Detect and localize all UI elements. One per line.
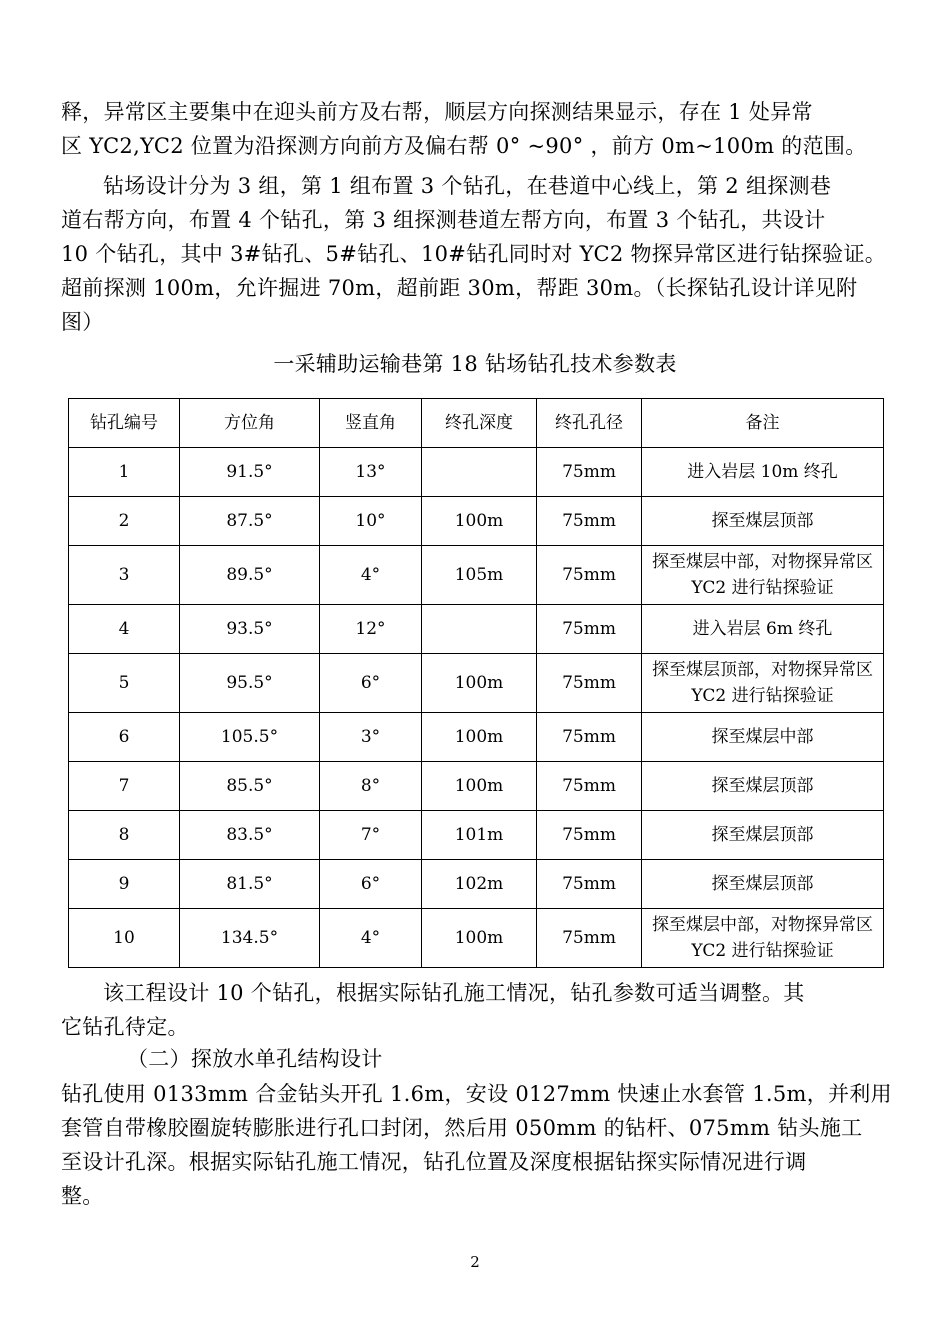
cell-final-diameter: 75mm xyxy=(537,654,642,713)
cell-final-diameter: 75mm xyxy=(537,448,642,497)
text-line: 钻孔使用 0133mm 合金钻头开孔 1.6m，安设 0127mm 快速止水套管 1.5m，并利用 xyxy=(61,1082,892,1106)
text-line: 区 YC2,YC2 位置为沿探测方向前方及偏右帮 0° ~90° ，前方 0m~100m 的范围。 xyxy=(61,134,867,158)
table-row xyxy=(69,762,884,811)
table-header-row xyxy=(69,399,884,448)
cell-hole-number: 2 xyxy=(69,497,180,546)
cell-remarks: 探至煤层中部 xyxy=(642,713,884,762)
cell-azimuth: 81.5° xyxy=(180,860,320,909)
cell-vertical-angle: 7° xyxy=(320,811,422,860)
cell-remarks: 探至煤层顶部 xyxy=(642,860,884,909)
cell-hole-number: 10 xyxy=(69,909,180,968)
table-row xyxy=(69,811,884,860)
cell-hole-number: 7 xyxy=(69,762,180,811)
table-row xyxy=(69,605,884,654)
cell-final-depth: 105m xyxy=(422,546,537,605)
cell-azimuth: 95.5° xyxy=(180,654,320,713)
table-row xyxy=(69,713,884,762)
cell-final-depth: 100m xyxy=(422,497,537,546)
cell-final-depth: 101m xyxy=(422,811,537,860)
cell-final-depth: 102m xyxy=(422,860,537,909)
cell-hole-number: 8 xyxy=(69,811,180,860)
header-final-depth: 终孔深度 xyxy=(422,399,537,448)
paragraph-drill-site-design xyxy=(61,169,921,339)
cell-hole-number: 1 xyxy=(69,448,180,497)
cell-vertical-angle: 6° xyxy=(320,860,422,909)
section-heading xyxy=(61,1042,950,1076)
cell-final-diameter: 75mm xyxy=(537,909,642,968)
text-line: 释，异常区主要集中在迎头前方及右帮，顺层方向探测结果显示，存在 1 处异常 xyxy=(61,100,813,124)
cell-final-diameter: 75mm xyxy=(537,546,642,605)
cell-azimuth: 89.5° xyxy=(180,546,320,605)
cell-final-diameter: 75mm xyxy=(537,497,642,546)
cell-final-diameter: 75mm xyxy=(537,762,642,811)
cell-final-depth xyxy=(422,448,537,497)
text-line: 整。 xyxy=(61,1184,104,1208)
drill-parameters-table xyxy=(68,398,884,968)
cell-azimuth: 134.5° xyxy=(180,909,320,968)
text-line: 它钻孔待定。 xyxy=(61,1015,189,1039)
cell-vertical-angle: 8° xyxy=(320,762,422,811)
section-heading-text: （二）探放水单孔结构设计 xyxy=(127,1047,383,1071)
cell-azimuth: 105.5° xyxy=(180,713,320,762)
text-line: 道右帮方向，布置 4 个钻孔，第 3 组探测巷道左帮方向，布置 3 个钻孔，共设计 xyxy=(61,208,826,232)
cell-remarks: 探至煤层顶部 xyxy=(642,497,884,546)
cell-remarks: 进入岩层 10m 终孔 xyxy=(642,448,884,497)
text-line: 该工程设计 10 个钻孔，根据实际钻孔施工情况，钻孔参数可适当调整。其 xyxy=(103,981,805,1005)
cell-azimuth: 83.5° xyxy=(180,811,320,860)
cell-azimuth: 85.5° xyxy=(180,762,320,811)
paragraph-hole-structure xyxy=(61,1077,921,1213)
text-line: 10 个钻孔，其中 3#钻孔、5#钻孔、10#钻孔同时对 YC2 物探异常区进行钻探验证。 xyxy=(61,242,887,266)
header-remarks: 备注 xyxy=(642,399,884,448)
cell-vertical-angle: 3° xyxy=(320,713,422,762)
header-hole-number: 钻孔编号 xyxy=(69,399,180,448)
cell-remarks: 探至煤层顶部 xyxy=(642,762,884,811)
cell-final-depth: 100m xyxy=(422,654,537,713)
cell-final-diameter: 75mm xyxy=(537,860,642,909)
cell-azimuth: 93.5° xyxy=(180,605,320,654)
text-line: 套管自带橡胶圈旋转膨胀进行孔口封闭，然后用 050mm 的钻杆、075mm 钻头施工 xyxy=(61,1116,863,1140)
page-number: 2 xyxy=(470,1253,480,1271)
cell-hole-number: 9 xyxy=(69,860,180,909)
cell-vertical-angle: 6° xyxy=(320,654,422,713)
table-row xyxy=(69,860,884,909)
table-row xyxy=(69,654,884,713)
cell-vertical-angle: 4° xyxy=(320,546,422,605)
table-row xyxy=(69,546,884,605)
cell-final-diameter: 75mm xyxy=(537,713,642,762)
cell-hole-number: 4 xyxy=(69,605,180,654)
cell-remarks: 探至煤层中部，对物探异常区 YC2 进行钻探验证 xyxy=(642,909,884,968)
cell-remarks: 探至煤层顶部 xyxy=(642,811,884,860)
cell-final-depth: 100m xyxy=(422,762,537,811)
paragraph-anomaly-description xyxy=(61,95,921,163)
header-final-diameter: 终孔孔径 xyxy=(537,399,642,448)
cell-remarks: 进入岩层 6m 终孔 xyxy=(642,605,884,654)
cell-remarks: 探至煤层顶部，对物探异常区 YC2 进行钻探验证 xyxy=(642,654,884,713)
table-row xyxy=(69,497,884,546)
cell-vertical-angle: 10° xyxy=(320,497,422,546)
cell-hole-number: 5 xyxy=(69,654,180,713)
cell-vertical-angle: 12° xyxy=(320,605,422,654)
table-title: 一采辅助运输巷第 18 钻场钻孔技术参数表 xyxy=(273,352,677,376)
table-row xyxy=(69,909,884,968)
cell-hole-number: 3 xyxy=(69,546,180,605)
text-line: 至设计孔深。根据实际钻孔施工情况，钻孔位置及深度根据钻探实际情况进行调 xyxy=(61,1150,807,1174)
cell-remarks: 探至煤层中部，对物探异常区 YC2 进行钻探验证 xyxy=(642,546,884,605)
text-line: 钻场设计分为 3 组，第 1 组布置 3 个钻孔，在巷道中心线上，第 2 组探测巷 xyxy=(103,174,832,198)
cell-final-depth: 100m xyxy=(422,909,537,968)
cell-vertical-angle: 4° xyxy=(320,909,422,968)
cell-final-diameter: 75mm xyxy=(537,811,642,860)
table-row xyxy=(69,448,884,497)
cell-azimuth: 91.5° xyxy=(180,448,320,497)
cell-final-diameter: 75mm xyxy=(537,605,642,654)
header-vertical-angle: 竖直角 xyxy=(320,399,422,448)
cell-azimuth: 87.5° xyxy=(180,497,320,546)
header-azimuth: 方位角 xyxy=(180,399,320,448)
paragraph-adjustment-note xyxy=(61,976,921,1044)
cell-hole-number: 6 xyxy=(69,713,180,762)
text-line: 图） xyxy=(61,310,104,334)
text-line: 超前探测 100m，允许掘进 70m，超前距 30m，帮距 30m。（长探钻孔设计详见附 xyxy=(61,276,858,300)
cell-final-depth xyxy=(422,605,537,654)
cell-final-depth: 100m xyxy=(422,713,537,762)
cell-vertical-angle: 13° xyxy=(320,448,422,497)
